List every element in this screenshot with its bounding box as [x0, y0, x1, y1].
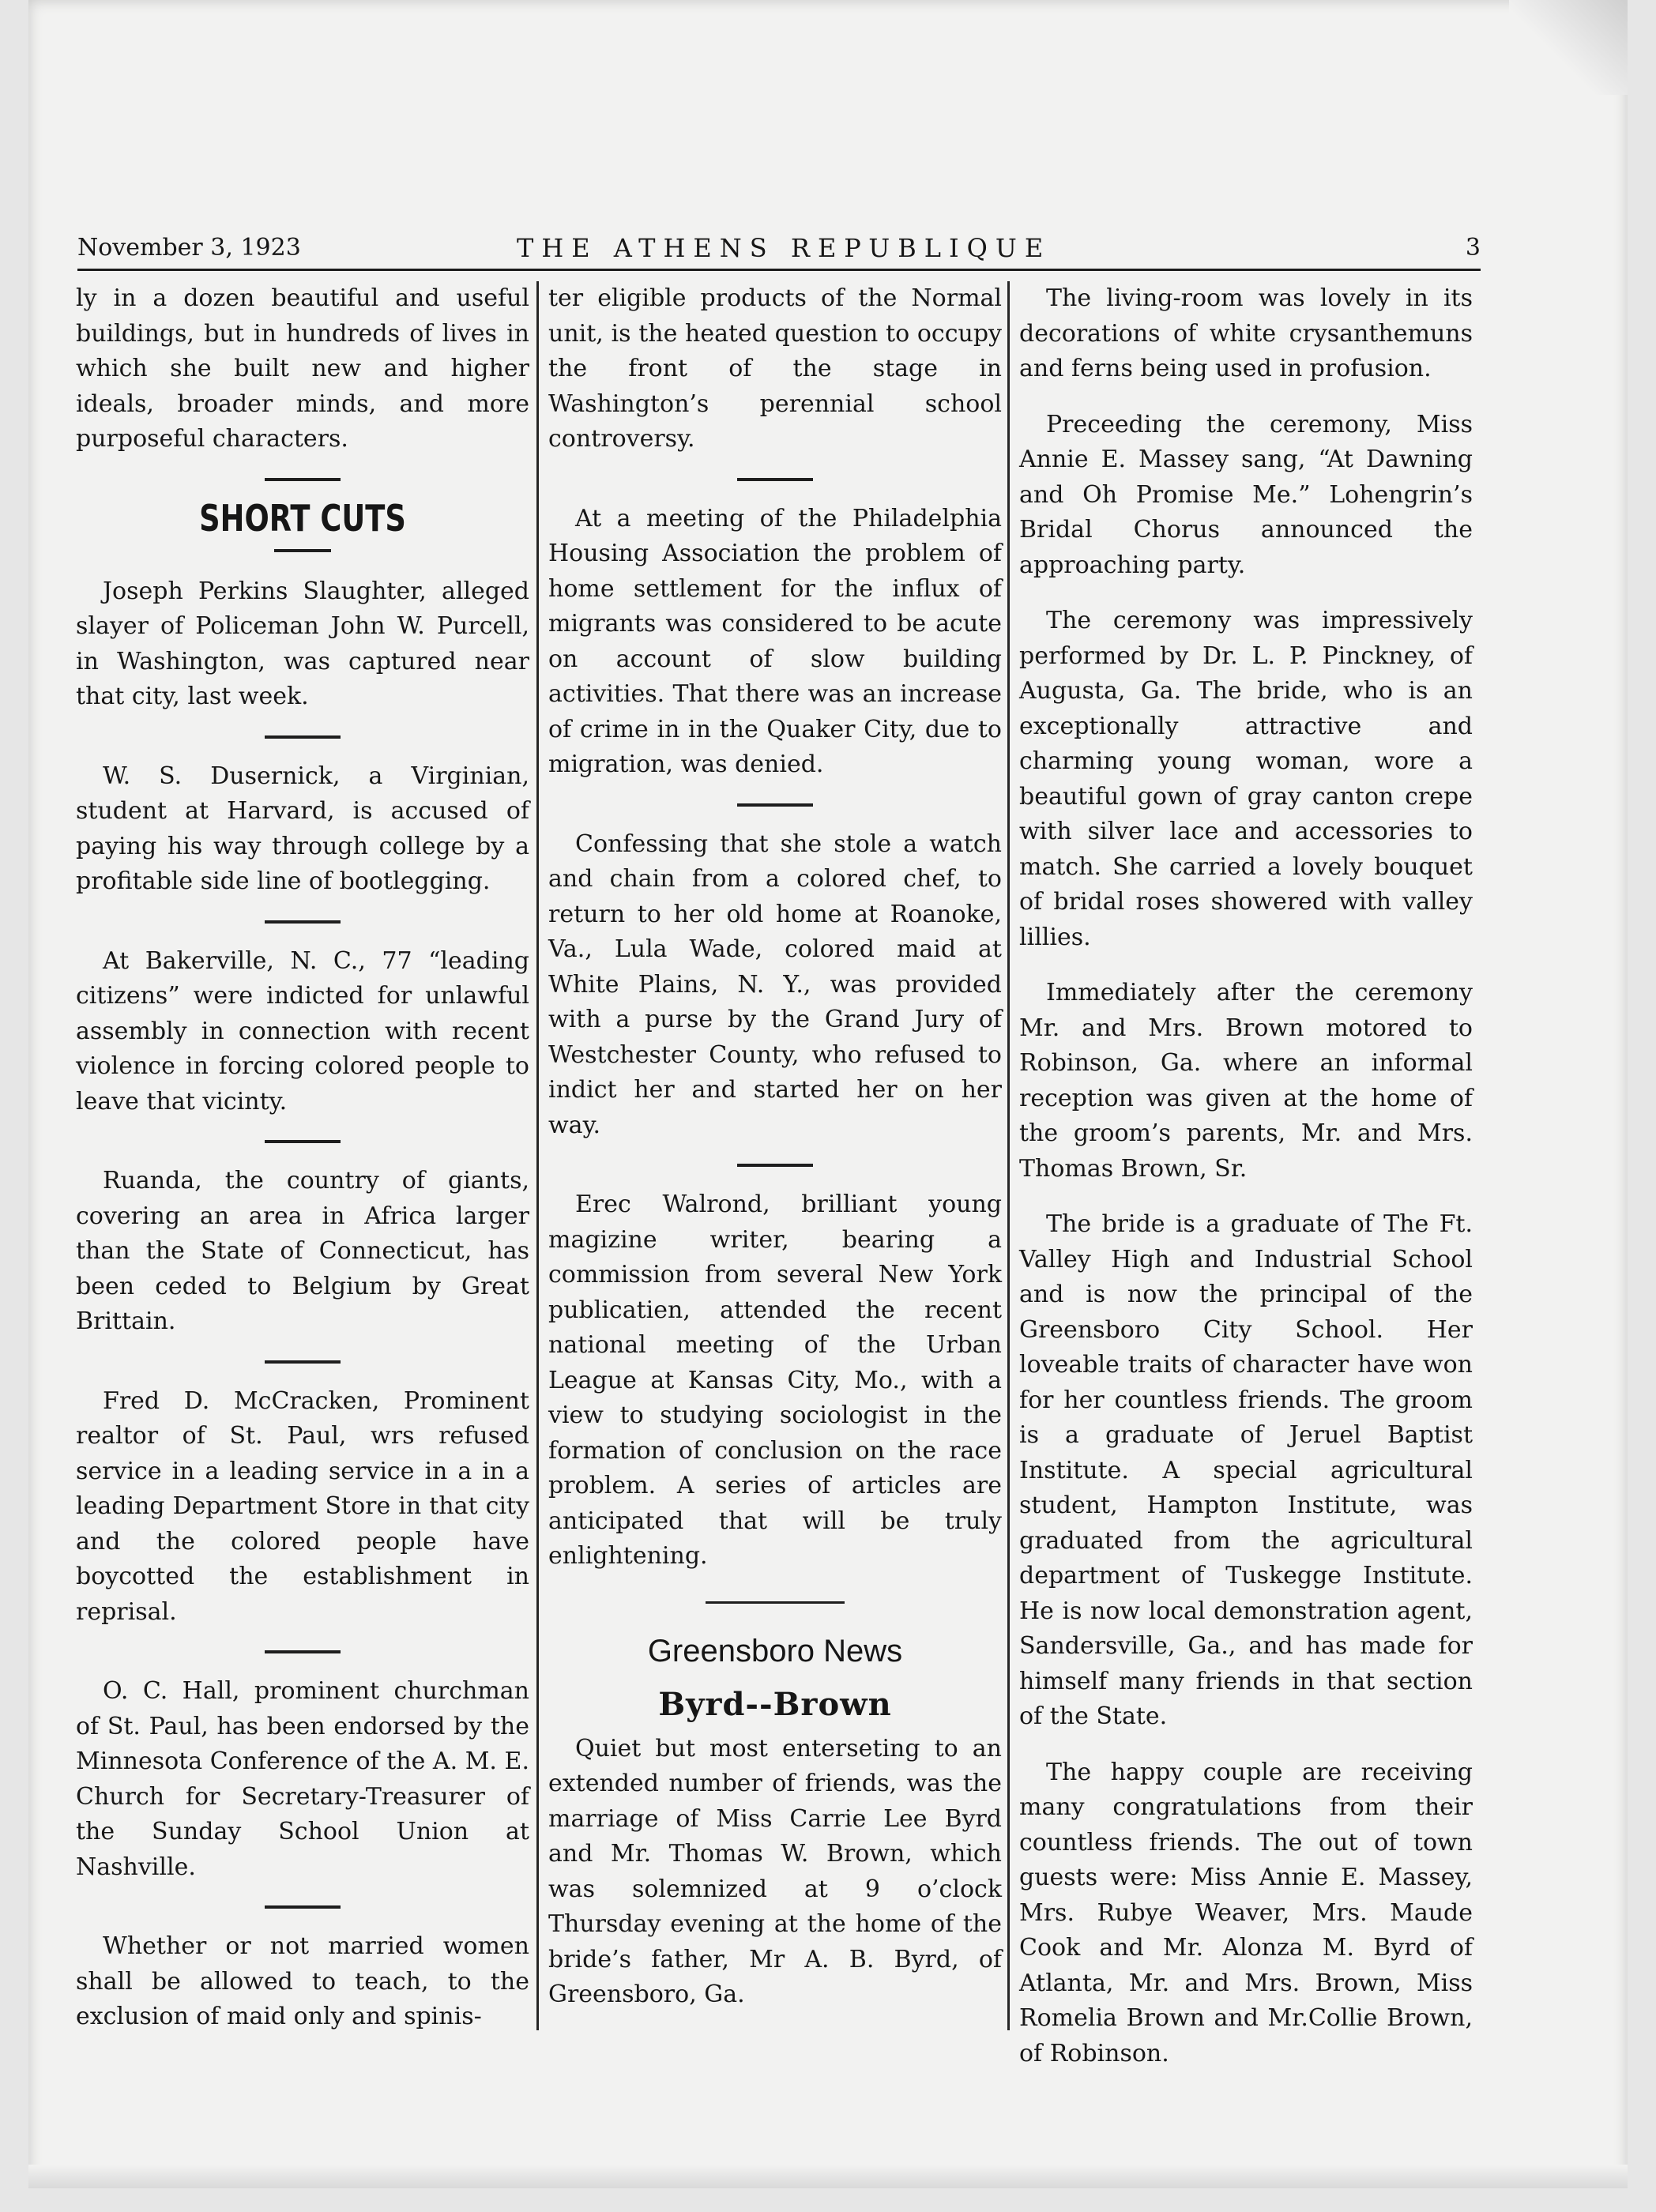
news-item: At a meeting of the Philadelphia Housing Association the problem of home settlement for the influx of migrants was considered to be acute on account of slow building activities. That there was an increase of crime in in the Quaker City, due to migration, was denied. — [548, 504, 1002, 778]
continued-paragraph: ly in a dozen beautiful and useful buildings, but in hundreds of lives in which she built new and higher ideals, broader minds, and more purposeful characters. — [76, 284, 529, 453]
wedding-paragraph: The living-room was lovely in its decorations of white crysanthemuns and ferns being used in profusion. — [1019, 284, 1473, 382]
news-item: O. C. Hall, prominent churchman of St. Paul, has been endorsed by the Minnesota Conference of the A. M. E. Church for Secretary-Treasurer of the Sunday School Union at Nashville. — [76, 1677, 529, 1881]
item-rule — [265, 1650, 341, 1653]
news-item: Confessing that she stole a watch and chain from a colored chef, to return to her old home at Roanoke, Va., Lula Wade, colored maid at White Plains, N. Y., was provided with a purse by the Grand Jury of Westchester County, who refused to indict her and started her on her way. — [548, 830, 1002, 1139]
item-rule — [265, 1140, 341, 1143]
issue-date: November 3, 1923 — [77, 234, 301, 261]
column-2 — [548, 281, 1002, 2033]
news-item: Whether or not married women shall be allowed to teach, to the exclusion of maid only and spinis- — [76, 1932, 529, 2030]
section-rule — [265, 478, 341, 481]
news-item: Joseph Perkins Slaughter, alleged slayer of Policeman John W. Purcell, in Washington, was captured near that city, last week. — [76, 577, 529, 710]
item-rule — [265, 920, 341, 924]
masthead: THE ATHENS REPUBLIQUE — [517, 233, 1052, 263]
page-number: 3 — [1465, 234, 1481, 261]
item-rule — [265, 735, 341, 739]
wedding-paragraph: The happy couple are receiving many congratulations from their countless friends. The out of town guests were: Miss Annie E. Massey, Mrs. Rubye Weaver, Mrs. Maude Cook and Mr. Alonza M. Byrd of Atlanta, Mr. and Mrs. Brown, Miss Romelia Brown and Mr.Collie Brown, of Robinson. — [1019, 1758, 1473, 2067]
wedding-paragraph: The bride is a graduate of The Ft. Valley High and Industrial School and is now the principal of the Greensboro City School. Her loveable traits of character have won for her countless friends. The groom is a graduate of Jeruel Baptist Institute. A special agricultural student, Hampton Institute, was graduated from the agricultural department of Tuskegge Institute. He is now local demonstration agent, Sandersville, Ga., and has made for himself many friends in that section of the State. — [1019, 1210, 1473, 1730]
item-rule — [265, 1360, 341, 1364]
item-rule — [265, 1905, 341, 1909]
news-item: Fred D. McCracken, Prominent realtor of St. Paul, wrs refused service in a leading service in a in a leading Department Store in that city and the colored people have boycotted the establishment in reprisal. — [76, 1386, 529, 1626]
wedding-paragraph: Preceeding the ceremony, Miss Annie E. Massey sang, “At Dawning and Oh Promise Me.” Lohengrin’s Bridal Chorus announced the approaching party. — [1019, 410, 1473, 579]
news-item: Erec Walrond, brilliant young magizine writer, bearing a commission from several New York publicatien, attended the recent national meeting of the Urban League at Kansas City, Mo., with a view to studying sociologist in the formation of conclusion on the race problem. A series of articles are anticipated that will be truly enlightening. — [548, 1191, 1002, 1570]
column-3 — [1019, 281, 1473, 2092]
news-section-title: Greensboro News — [647, 1633, 903, 1668]
newspaper-page — [28, 0, 1628, 2188]
wedding-paragraph: Quiet but most enterseting to an extended number of friends, was the marriage of Miss Carrie Lee Byrd and Mr. Thomas W. Brown, which was solemnized at 9 o’clock Thursday evening at the home of the bride’s father, Mr A. B. Byrd, of Greensboro, Ga. — [548, 1734, 1002, 2008]
item-rule — [737, 1164, 813, 1167]
section-rule — [274, 549, 331, 552]
item-rule — [737, 803, 813, 807]
continued-paragraph: ter eligible products of the Normal unit, is the heated question to occupy the front of the stage in Washington’s perennial school controversy. — [548, 284, 1002, 453]
news-item: W. S. Dusernick, a Virginian, student at Harvard, is accused of paying his way through college by a profitable side line of bootlegging. — [76, 762, 529, 895]
column-1 — [76, 281, 529, 2056]
wedding-paragraph: The ceremony was impressively performed by Dr. L. P. Pinckney, of Augusta, Ga. The bride, who is an exceptionally attractive and charming young woman, wore a beautiful gown of gray canton crepe with silver lace and accessories to match. She carried a lovely bouquet of bridal roses showered with valley lillies. — [1019, 607, 1473, 951]
news-item: At Bakerville, N. C., 77 “leading citizens” were indicted for unlawful assembly in connection with recent violence in forcing colored people to leave that vicinty. — [76, 946, 529, 1115]
wedding-headline: Byrd--Brown — [658, 1685, 892, 1723]
folded-corner — [1509, 0, 1628, 95]
section-title: SHORT CUTS — [199, 496, 406, 540]
column-divider — [536, 281, 539, 2030]
news-item: Ruanda, the country of giants, covering an area in Africa larger than the State of Connecticut, has been ceded to Belgium by Great Brittain. — [76, 1167, 529, 1335]
section-rule — [706, 1601, 845, 1604]
item-rule — [737, 478, 813, 481]
page-header — [77, 228, 1481, 271]
wedding-paragraph: Immediately after the ceremony Mr. and Mrs. Brown motored to Robinson, Ga. where an informal reception was given at the home of the groom’s parents, Mr. and Mrs. Thomas Brown, Sr. — [1019, 979, 1473, 1183]
column-divider — [1007, 281, 1010, 2030]
